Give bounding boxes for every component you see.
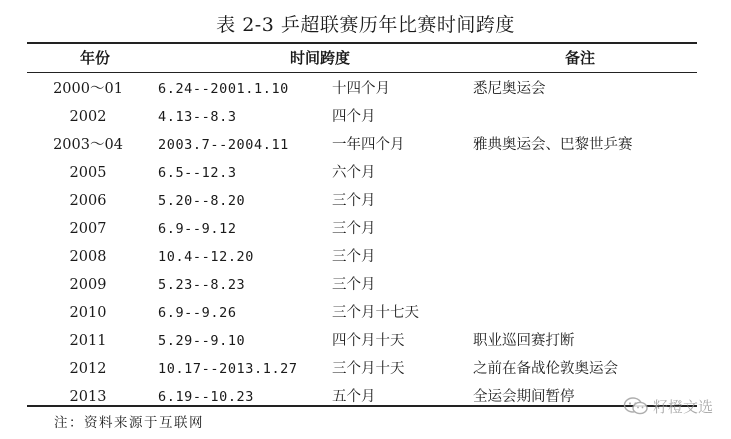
cell-note: 雅典奥运会、巴黎世乒赛: [473, 137, 633, 153]
cell-range: 6.24--2001.1.10: [158, 81, 289, 97]
table-row: [0, 103, 731, 131]
cell-duration: 三个月: [332, 249, 376, 265]
cell-duration: 三个月: [332, 193, 376, 209]
cell-duration: 一年四个月: [332, 137, 405, 153]
cell-range: 6.19--10.23: [158, 389, 255, 405]
table-row: [0, 215, 731, 243]
footnote: 注：资料来源于互联网: [54, 415, 204, 431]
table-row: [0, 327, 731, 355]
cell-range: 4.13--8.3: [158, 109, 237, 125]
cell-year: 2000～01: [53, 81, 123, 97]
table-row: [0, 355, 731, 383]
bottom-rule: [27, 405, 697, 407]
cell-year: 2010: [69, 305, 107, 321]
cell-duration: 三个月: [332, 277, 376, 293]
cell-duration: 四个月十天: [332, 333, 405, 349]
cell-range: 10.4--12.20: [158, 249, 255, 265]
header-span: 时间跨度: [289, 49, 350, 67]
cell-range: 10.17--2013.1.27: [158, 361, 298, 377]
cell-year: 2006: [69, 193, 107, 209]
cell-note: 悉尼奥运会: [473, 81, 546, 97]
cell-duration: 四个月: [332, 109, 376, 125]
table-row: [0, 383, 731, 411]
table-row: [0, 243, 731, 271]
header-rule: [27, 72, 697, 73]
table-row: [0, 187, 731, 215]
cell-duration: 五个月: [332, 389, 376, 405]
table-row: [0, 75, 731, 103]
cell-year: 2013: [69, 389, 107, 405]
cell-year: 2007: [69, 221, 107, 237]
cell-duration: 十四个月: [332, 81, 390, 97]
table-row: [0, 159, 731, 187]
cell-note: 全运会期间暂停: [473, 389, 575, 405]
table-row: [0, 271, 731, 299]
cell-duration: 三个月: [332, 221, 376, 237]
cell-duration: 三个月十七天: [332, 305, 419, 321]
cell-year: 2008: [69, 249, 107, 265]
cell-range: 5.20--8.20: [158, 193, 246, 209]
table-row: [0, 299, 731, 327]
cell-year: 2005: [69, 165, 107, 181]
cell-year: 2009: [69, 277, 107, 293]
cell-duration: 三个月十天: [332, 361, 405, 377]
cell-range: 5.23--8.23: [158, 277, 246, 293]
cell-range: 5.29--9.10: [158, 333, 246, 349]
cell-year: 2012: [69, 361, 107, 377]
cell-year: 2011: [69, 333, 107, 349]
cell-range: 2003.7--2004.11: [158, 137, 289, 153]
wechat-icon: [623, 396, 649, 416]
cell-note: 职业巡回赛打断: [473, 333, 575, 349]
table-title: 表 2-3 乒超联赛历年比赛时间跨度: [216, 14, 515, 36]
cell-year: 2002: [69, 109, 107, 125]
cell-range: 6.9--9.26: [158, 305, 237, 321]
table-row: [0, 131, 731, 159]
cell-range: 6.5--12.3: [158, 165, 237, 181]
cell-year: 2003～04: [53, 137, 123, 153]
header-note: 备注: [564, 49, 595, 67]
table-body: [0, 75, 731, 411]
cell-duration: 六个月: [332, 165, 376, 181]
cell-range: 6.9--9.12: [158, 221, 237, 237]
watermark: [623, 394, 713, 418]
header-year: 年份: [79, 49, 110, 67]
cell-note: 之前在备战伦敦奥运会: [473, 361, 618, 377]
watermark-text: 籽橙文选: [652, 397, 713, 416]
